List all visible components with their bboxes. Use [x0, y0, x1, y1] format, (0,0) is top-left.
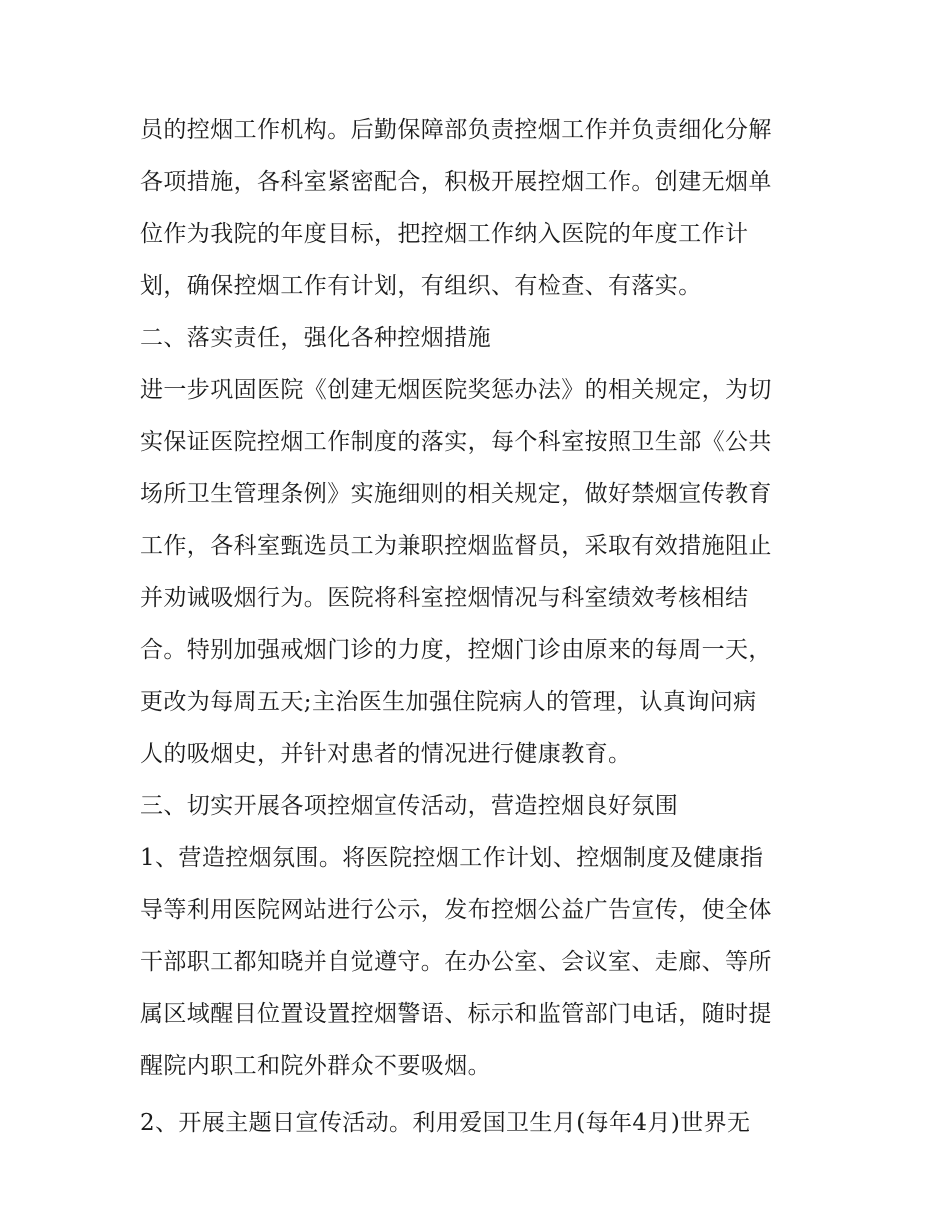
document-body: [140, 104, 812, 1149]
text-line-15: 1、营造控烟氛围。将医院控烟工作计划、控烟制度及健康指: [140, 845, 764, 871]
section-heading-3: 三、切实开展各项控烟宣传活动，营造控烟良好氛围: [140, 793, 679, 819]
text-line-7: 实保证医院控烟工作制度的落实，每个科室按照卫生部《公共: [140, 429, 772, 455]
text-line-1: 员的控烟工作机构。后勤保障部负责控烟工作并负责细化分解: [140, 117, 772, 143]
text-line-4: 划，确保控烟工作有计划，有组织、有检查、有落实。: [140, 273, 702, 299]
text-line-12: 更改为每周五天;主治医生加强住院病人的管理，认真询问病: [140, 689, 757, 715]
text-line-3: 位作为我院的年度目标，把控烟工作纳入医院的年度工作计: [140, 221, 749, 247]
text-line-20: 2、开展主题日宣传活动。利用爱国卫生月(每年4月)世界无: [140, 1110, 751, 1136]
text-line-9: 工作，各科室甄选员工为兼职控烟监督员，采取有效措施阻止: [140, 533, 772, 559]
text-line-8: 场所卫生管理条例》实施细则的相关规定，做好禁烟宣传教育: [140, 481, 772, 507]
text-line-10: 并劝诫吸烟行为。医院将科室控烟情况与科室绩效考核相结: [140, 585, 749, 611]
text-line-11: 合。特别加强戒烟门诊的力度，控烟门诊由原来的每周一天，: [140, 637, 772, 663]
text-line-6: 进一步巩固医院《创建无烟医院奖惩办法》的相关规定，为切: [140, 377, 772, 403]
text-line-16: 导等利用医院网站进行公示，发布控烟公益广告宣传，使全体: [140, 897, 772, 923]
text-line-19: 醒院内职工和院外群众不要吸烟。: [140, 1053, 491, 1079]
text-line-17: 干部职工都知晓并自觉遵守。在办公室、会议室、走廊、等所: [140, 949, 772, 975]
text-line-18: 属区域醒目位置设置控烟警语、标示和监管部门电话，随时提: [140, 1001, 772, 1027]
section-heading-2: 二、落实责任，强化各种控烟措施: [140, 325, 491, 351]
text-line-2: 各项措施，各科室紧密配合，积极开展控烟工作。创建无烟单: [140, 169, 772, 195]
text-line-13: 人的吸烟史，并针对患者的情况进行健康教育。: [140, 741, 632, 767]
